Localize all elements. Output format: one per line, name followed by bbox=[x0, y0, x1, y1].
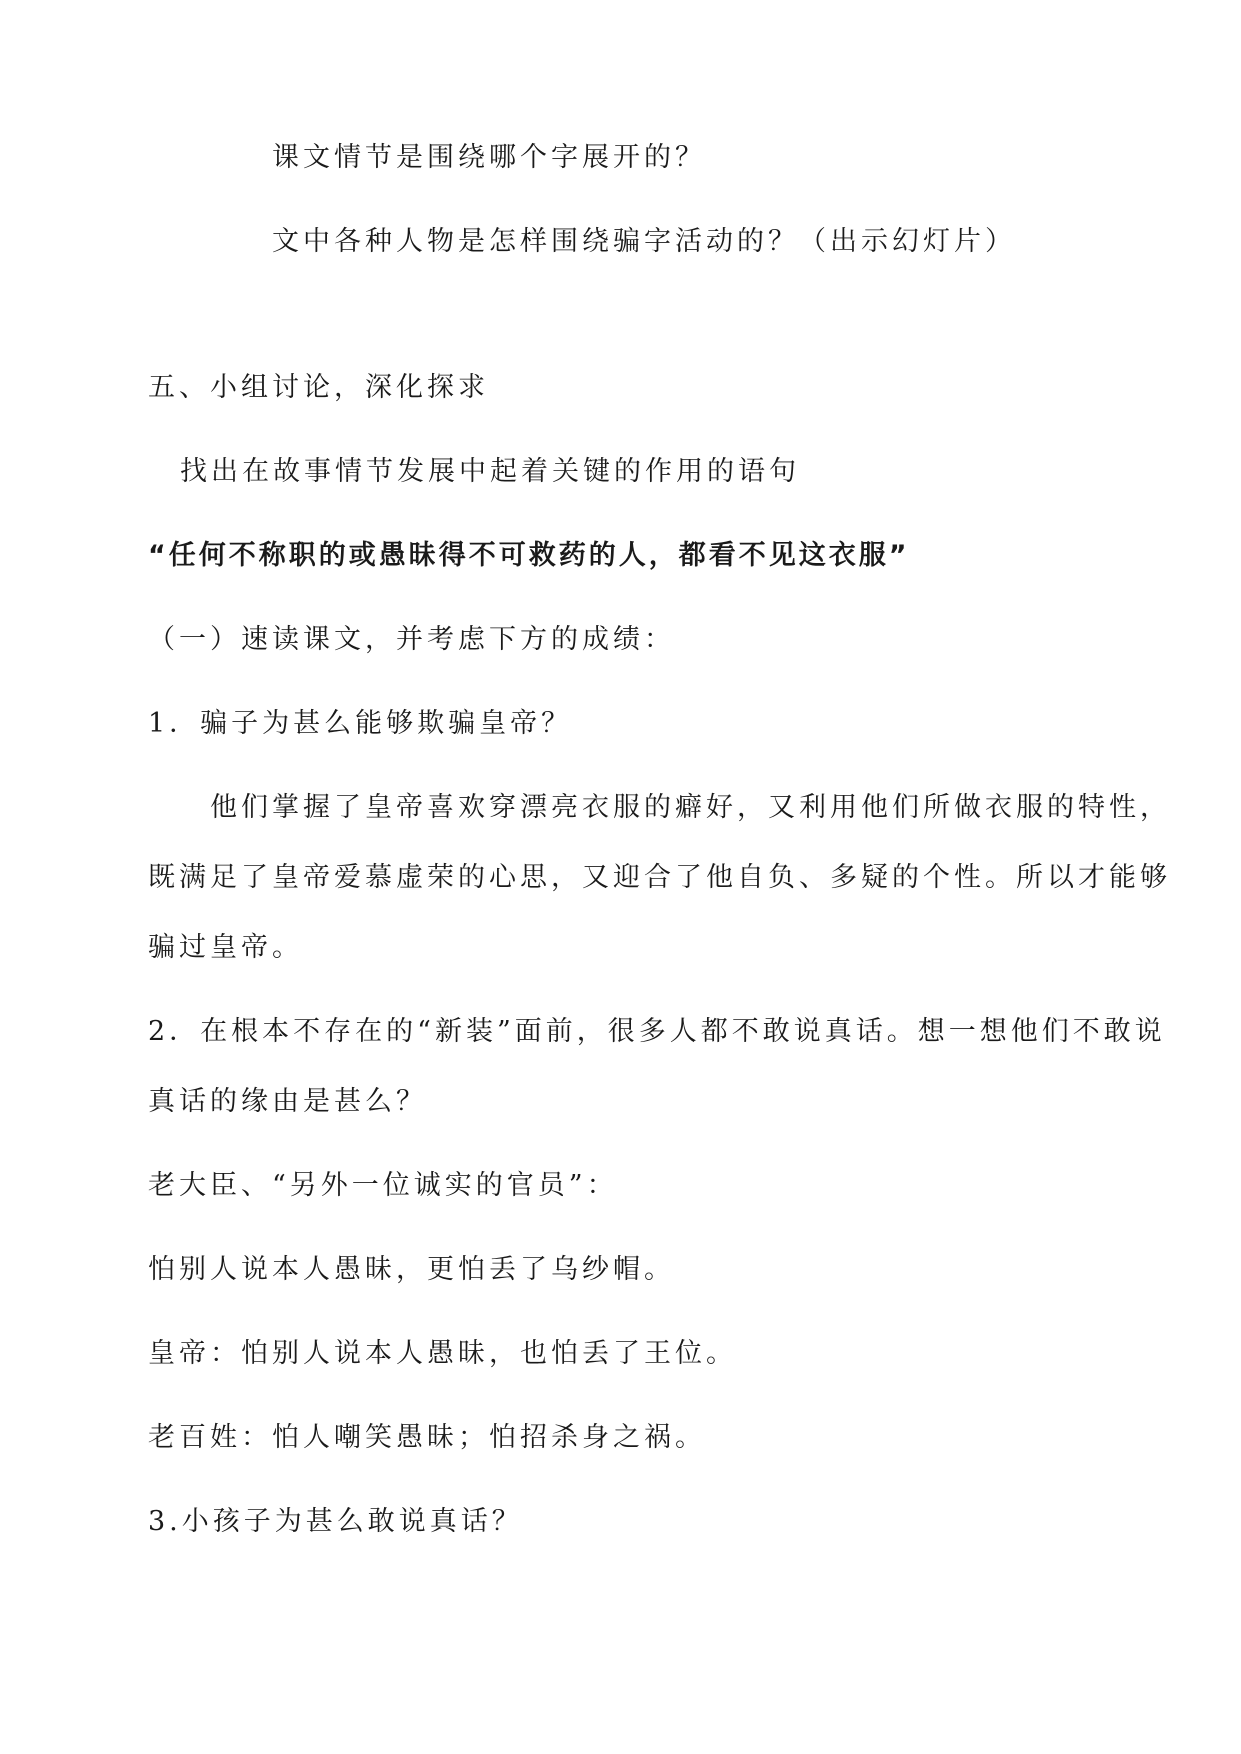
answer-1-line-1: 他们掌握了皇帝喜欢穿漂亮衣服的癖好，又利用他们所做衣服的特性， bbox=[210, 792, 1171, 823]
answer-1-line-2: 既满足了皇帝爱慕虚荣的心思，又迎合了他自负、多疑的个性。所以才能够 bbox=[148, 862, 1171, 893]
question-2-line-2: 真话的缘由是甚么？ bbox=[148, 1086, 427, 1117]
key-quote: “任何不称职的或愚昧得不可救药的人，都看不见这衣服” bbox=[148, 540, 910, 571]
emperor-reason: 皇帝：怕别人说本人愚昧，也怕丢了王位。 bbox=[148, 1338, 737, 1369]
question-2-line-1: 2．在根本不存在的“新装”面前，很多人都不敢说真话。想一想他们不敢说 bbox=[148, 1016, 1166, 1047]
minister-label: 老大臣、“另外一位诚实的官员”： bbox=[148, 1170, 618, 1201]
question-plot: 课文情节是围绕哪个字展开的？ bbox=[272, 142, 706, 173]
answer-1-line-3: 骗过皇帝。 bbox=[148, 932, 303, 963]
question-characters: 文中各种人物是怎样围绕骗字活动的？（出示幻灯片） bbox=[272, 226, 1016, 257]
minister-reason: 怕别人说本人愚昧，更怕丢了乌纱帽。 bbox=[148, 1254, 675, 1285]
section-heading: 五、小组讨论，深化探求 bbox=[148, 372, 489, 403]
people-reason: 老百姓：怕人嘲笑愚昧；怕招杀身之祸。 bbox=[148, 1422, 706, 1453]
question-3: 3.小孩子为甚么敢说真话？ bbox=[148, 1506, 523, 1537]
section-instruction: 找出在故事情节发展中起着关键的作用的语句 bbox=[180, 456, 800, 487]
sub-heading: （一）速读课文，并考虑下方的成绩： bbox=[148, 624, 675, 655]
question-1: 1．骗子为甚么能够欺骗皇帝？ bbox=[148, 708, 573, 739]
